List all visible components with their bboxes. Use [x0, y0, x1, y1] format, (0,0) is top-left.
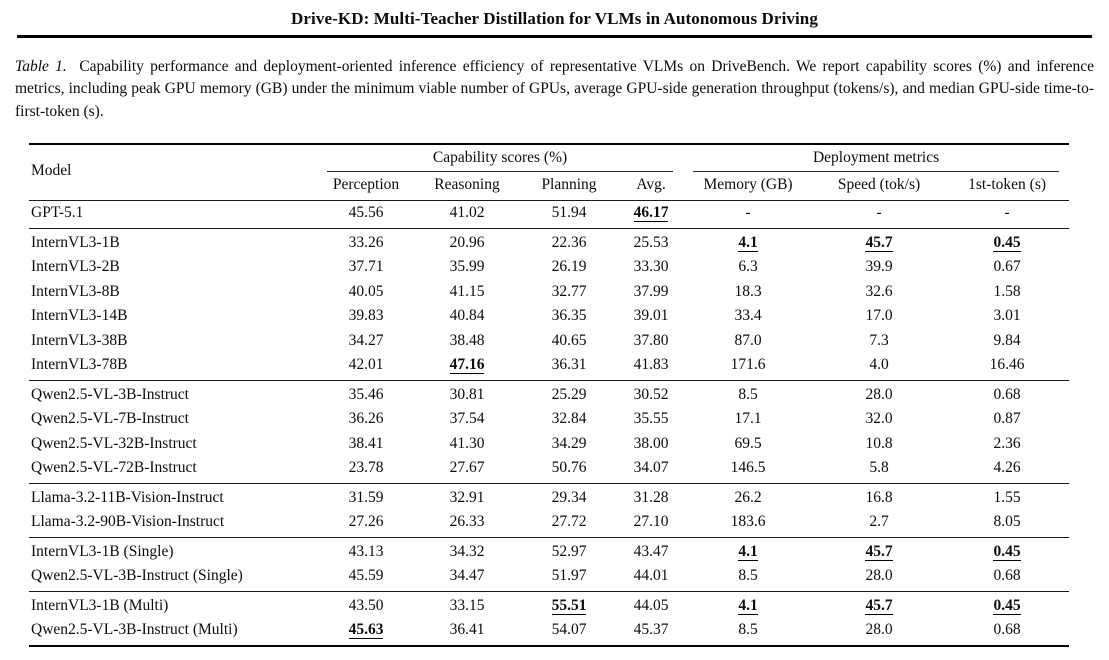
model-name: InternVL3-2B [31, 258, 120, 275]
table-row [29, 228, 1069, 255]
best-value: 4.1 [738, 233, 758, 251]
value-cell: 25.29 [519, 380, 619, 407]
model-name: Llama-3.2-11B-Vision-Instruct [29, 483, 317, 510]
value-cell: 38.41 [348, 434, 384, 452]
value-cell: 4.26 [993, 459, 1021, 476]
best-value: 0.45 [993, 596, 1021, 614]
col-header-first-token: 1st-token (s) [945, 172, 1069, 201]
value-cell: 37.80 [633, 331, 669, 349]
value-cell: - [1004, 204, 1010, 221]
value-cell: 37.99 [633, 282, 669, 300]
value-cell: 43.50 [317, 591, 415, 618]
value-cell: 41.30 [449, 434, 485, 452]
best-value: 47.16 [449, 356, 485, 373]
value-cell: 30.52 [619, 380, 683, 407]
value-cell: 39.01 [633, 307, 669, 324]
table-row [29, 591, 1069, 618]
best-value: 45.63 [348, 621, 384, 638]
value-cell: 50.76 [551, 459, 587, 476]
col-group-capability-label: Capability scores (%) [327, 149, 673, 172]
value-cell: 37.71 [348, 258, 384, 275]
table-row [29, 329, 1069, 354]
value-cell: 22.36 [519, 228, 619, 255]
value-cell: 44.05 [619, 591, 683, 618]
model-name: InternVL3-14B [31, 307, 128, 324]
best-value: 0.45 [993, 233, 1021, 251]
value-cell [683, 591, 813, 618]
title-rule [17, 35, 1092, 38]
value-cell: 45.59 [348, 567, 384, 584]
paper-title: Drive-KD: Multi-Teacher Distillation for VLMs in Autonomous Driving [291, 9, 818, 28]
table-row [29, 456, 1069, 483]
value-cell: 39.9 [865, 258, 893, 275]
best-value: 45.7 [865, 233, 893, 251]
value-cell: 87.0 [734, 331, 762, 349]
table-row [29, 380, 1069, 407]
value-cell: 35.46 [317, 380, 415, 407]
col-group-capability-scores [317, 144, 683, 172]
value-cell: 54.07 [551, 621, 587, 638]
model-name: InternVL3-38B [31, 331, 128, 349]
value-cell: 8.5 [738, 567, 758, 584]
value-cell: 18.3 [734, 282, 762, 300]
table-row [29, 432, 1069, 457]
value-cell: 37.54 [449, 410, 485, 427]
best-value: 4.1 [738, 542, 758, 560]
value-cell: 34.32 [415, 537, 519, 564]
best-value: 0.45 [993, 542, 1021, 560]
value-cell: 35.55 [633, 410, 669, 427]
value-cell: 40.84 [449, 307, 485, 324]
value-cell: 183.6 [730, 513, 766, 530]
value-cell: 0.68 [945, 380, 1069, 407]
value-cell [945, 228, 1069, 255]
value-cell [519, 591, 619, 618]
value-cell: - [745, 204, 751, 221]
value-cell [813, 537, 945, 564]
value-cell: 26.19 [551, 258, 587, 275]
model-name: InternVL3-1B [29, 228, 317, 255]
value-cell: 43.47 [619, 537, 683, 564]
value-cell: 40.65 [551, 331, 587, 349]
value-cell: 33.4 [734, 307, 762, 324]
col-header-planning: Planning [519, 172, 619, 201]
value-cell: 30.81 [415, 380, 519, 407]
value-cell: 32.0 [865, 410, 893, 427]
value-cell: 40.05 [348, 282, 384, 300]
value-cell: 28.0 [813, 380, 945, 407]
value-cell: 31.28 [619, 483, 683, 510]
value-cell: 43.13 [317, 537, 415, 564]
best-value: 45.7 [865, 596, 893, 614]
value-cell: 33.26 [317, 228, 415, 255]
value-cell: 32.77 [551, 282, 587, 300]
value-cell: 28.0 [865, 621, 893, 638]
table-row [29, 537, 1069, 564]
value-cell: 8.05 [993, 513, 1021, 530]
value-cell [945, 537, 1069, 564]
model-name: Qwen2.5-VL-3B-Instruct (Single) [31, 567, 243, 584]
table-row [29, 280, 1069, 305]
value-cell: 0.68 [993, 567, 1021, 584]
value-cell: 8.5 [683, 380, 813, 407]
model-name: Qwen2.5-VL-72B-Instruct [31, 459, 197, 476]
value-cell: 35.99 [449, 258, 485, 275]
value-cell [813, 228, 945, 255]
group-header-row [29, 144, 1069, 172]
value-cell: 32.91 [415, 483, 519, 510]
table-row [29, 353, 1069, 380]
model-name: Qwen2.5-VL-3B-Instruct [29, 380, 317, 407]
table-caption [15, 56, 1094, 124]
value-cell: 31.59 [317, 483, 415, 510]
value-cell: 41.83 [633, 356, 669, 373]
best-value: 45.7 [865, 542, 893, 560]
value-cell: 3.01 [993, 307, 1021, 324]
value-cell: 34.07 [633, 459, 669, 476]
value-cell: 36.26 [348, 410, 384, 427]
value-cell: 5.8 [869, 459, 889, 476]
value-cell: 0.87 [993, 410, 1021, 427]
value-cell: 27.72 [551, 513, 587, 530]
value-cell: 4.0 [869, 356, 889, 373]
value-cell: 33.30 [633, 258, 669, 275]
model-name: GPT-5.1 [31, 204, 84, 221]
col-group-deployment-metrics [683, 144, 1069, 172]
model-name: InternVL3-8B [31, 282, 120, 300]
best-value: 46.17 [633, 204, 669, 221]
results-table [29, 143, 1069, 647]
table-header [29, 144, 1069, 201]
value-cell: 2.7 [869, 513, 889, 530]
table-row [29, 564, 1069, 591]
col-header-speed: Speed (tok/s) [813, 172, 945, 201]
value-cell: 23.78 [348, 459, 384, 476]
value-cell: 17.1 [734, 410, 762, 427]
table-row [29, 304, 1069, 329]
value-cell: 27.10 [633, 513, 669, 530]
value-cell: 36.31 [551, 356, 587, 373]
value-cell: 17.0 [865, 307, 893, 324]
value-cell: 45.37 [633, 621, 669, 638]
value-cell [683, 228, 813, 255]
value-cell: 38.48 [449, 331, 485, 349]
table-row [29, 201, 1069, 229]
col-header-avg: Avg. [619, 172, 683, 201]
table-row [29, 618, 1069, 646]
col-header-perception: Perception [317, 172, 415, 201]
best-value: 55.51 [551, 596, 587, 614]
col-header-reasoning: Reasoning [415, 172, 519, 201]
value-cell: 26.2 [683, 483, 813, 510]
value-cell: 25.53 [619, 228, 683, 255]
value-cell: 41.15 [449, 282, 485, 300]
value-cell: - [876, 204, 882, 221]
value-cell: 10.8 [865, 434, 893, 452]
value-cell: 42.01 [348, 356, 384, 373]
value-cell: 28.0 [865, 567, 893, 584]
value-cell [945, 591, 1069, 618]
value-cell [317, 618, 415, 646]
value-cell: 36.41 [449, 621, 485, 638]
value-cell: 26.33 [449, 513, 485, 530]
col-header-memory: Memory (GB) [683, 172, 813, 201]
value-cell: 9.84 [993, 331, 1021, 349]
table-caption-label: Table 1. [15, 57, 67, 75]
table-caption-text: Capability performance and deployment-oriented inference efficiency of representative VLMs on DriveBench. We report capability scores (%) and inference metrics, including peak GPU memory (GB) under the minimum viable number of GPUs, average GPU-side generation throughput (tokens/s), and median GPU-side time-to-first-token (s). [15, 57, 1094, 120]
col-group-deployment-label: Deployment metrics [693, 149, 1059, 172]
value-cell: 6.3 [738, 258, 758, 275]
value-cell: 34.29 [551, 434, 587, 452]
value-cell: 51.94 [551, 204, 587, 221]
value-cell: 16.8 [813, 483, 945, 510]
value-cell: 34.47 [449, 567, 485, 584]
table-row [29, 483, 1069, 510]
value-cell: 38.00 [633, 434, 669, 452]
value-cell: 27.26 [348, 513, 384, 530]
value-cell: 20.96 [415, 228, 519, 255]
value-cell: 0.68 [993, 621, 1021, 638]
value-cell: 1.58 [993, 282, 1021, 300]
value-cell: 51.97 [551, 567, 587, 584]
value-cell: 32.84 [551, 410, 587, 427]
value-cell: 0.67 [993, 258, 1021, 275]
table-row [29, 255, 1069, 280]
model-name: InternVL3-78B [31, 356, 128, 373]
value-cell: 33.15 [415, 591, 519, 618]
value-cell: 16.46 [989, 356, 1025, 373]
col-header-model: Model [29, 144, 317, 201]
value-cell: 52.97 [519, 537, 619, 564]
value-cell: 36.35 [551, 307, 587, 324]
model-name: Qwen2.5-VL-3B-Instruct (Multi) [31, 621, 238, 638]
value-cell: 27.67 [449, 459, 485, 476]
model-name: Llama-3.2-90B-Vision-Instruct [31, 513, 225, 530]
value-cell: 41.02 [449, 204, 485, 221]
value-cell [813, 591, 945, 618]
value-cell: 44.01 [633, 567, 669, 584]
value-cell: 69.5 [734, 434, 762, 452]
table-row [29, 407, 1069, 432]
table-body [29, 201, 1069, 646]
value-cell [415, 353, 519, 380]
value-cell: 1.55 [945, 483, 1069, 510]
value-cell: 8.5 [738, 621, 758, 638]
value-cell [619, 201, 683, 229]
value-cell: 7.3 [869, 331, 889, 349]
model-name: InternVL3-1B (Multi) [29, 591, 317, 618]
value-cell: 171.6 [730, 356, 766, 373]
model-name: InternVL3-1B (Single) [29, 537, 317, 564]
table-row [29, 510, 1069, 537]
value-cell: 34.27 [348, 331, 384, 349]
value-cell: 32.6 [865, 282, 893, 300]
model-name: Qwen2.5-VL-32B-Instruct [31, 434, 197, 452]
model-name: Qwen2.5-VL-7B-Instruct [31, 410, 189, 427]
value-cell: 29.34 [519, 483, 619, 510]
value-cell: 146.5 [730, 459, 766, 476]
value-cell: 2.36 [993, 434, 1021, 452]
value-cell: 45.56 [348, 204, 384, 221]
best-value: 4.1 [738, 596, 758, 614]
value-cell [683, 537, 813, 564]
value-cell: 39.83 [348, 307, 384, 324]
